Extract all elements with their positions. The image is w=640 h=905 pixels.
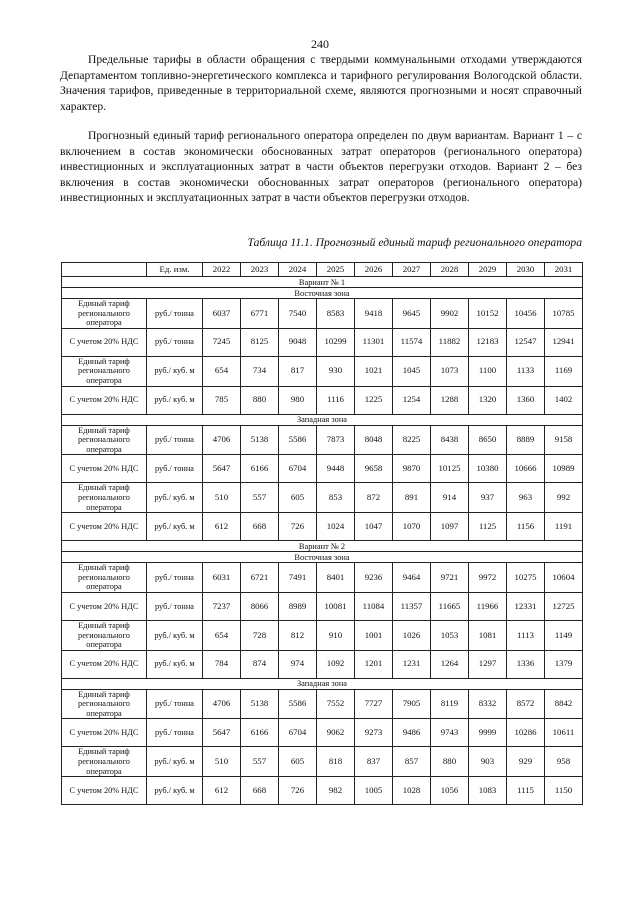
table-cell-value: 891 (393, 483, 431, 513)
table-cell-value: 605 (279, 747, 317, 777)
table-cell-value: 974 (279, 650, 317, 678)
table-section-row (62, 414, 583, 425)
table-cell-value: 1028 (393, 777, 431, 805)
section-title: Западная зона (62, 678, 583, 689)
table-cell-value: 734 (241, 356, 279, 386)
table-cell-value: 1001 (355, 620, 393, 650)
table-row (62, 747, 583, 777)
header-year: 2029 (469, 263, 507, 277)
header-year: 2025 (317, 263, 355, 277)
table-cell-value: 903 (469, 747, 507, 777)
table-cell-value: 11084 (355, 592, 393, 620)
table-row (62, 513, 583, 541)
table-cell-value: 10125 (431, 455, 469, 483)
table-cell-value: 5586 (279, 425, 317, 455)
row-label: С учетом 20% НДС (62, 650, 147, 678)
table-cell-value: 958 (545, 747, 583, 777)
table-cell-value: 5647 (203, 455, 241, 483)
table-cell-value: 930 (317, 356, 355, 386)
table-cell-value: 10380 (469, 455, 507, 483)
header-unit: Ед. изм. (147, 263, 203, 277)
row-label: С учетом 20% НДС (62, 455, 147, 483)
table-row (62, 719, 583, 747)
table-cell-value: 4706 (203, 425, 241, 455)
table-cell-value: 1297 (469, 650, 507, 678)
table-header-row (62, 263, 583, 277)
table-row (62, 777, 583, 805)
row-label: Единый тариф регионального оператора (62, 620, 147, 650)
section-title: Западная зона (62, 414, 583, 425)
table-cell-value: 9972 (469, 563, 507, 593)
row-unit: руб./ куб. м (147, 356, 203, 386)
table-cell-value: 10299 (317, 328, 355, 356)
table-cell-value: 1201 (355, 650, 393, 678)
table-cell-value: 1125 (469, 513, 507, 541)
section-title: Восточная зона (62, 288, 583, 299)
table-cell-value: 6166 (241, 719, 279, 747)
table-cell-value: 9658 (355, 455, 393, 483)
row-label: С учетом 20% НДС (62, 777, 147, 805)
table-cell-value: 1150 (545, 777, 583, 805)
tariff-table (61, 262, 583, 805)
table-cell-value: 12725 (545, 592, 583, 620)
table-cell-value: 937 (469, 483, 507, 513)
row-label: Единый тариф регионального оператора (62, 483, 147, 513)
table-cell-value: 7245 (203, 328, 241, 356)
table-cell-value: 726 (279, 513, 317, 541)
table-cell-value: 1264 (431, 650, 469, 678)
table-cell-value: 1021 (355, 356, 393, 386)
header-year: 2022 (203, 263, 241, 277)
table-cell-value: 6704 (279, 719, 317, 747)
row-unit: руб./ тонна (147, 299, 203, 329)
table-cell-value: 4706 (203, 689, 241, 719)
row-label: С учетом 20% НДС (62, 592, 147, 620)
table-cell-value: 8225 (393, 425, 431, 455)
table-cell-value: 8650 (469, 425, 507, 455)
table-cell-value: 1191 (545, 513, 583, 541)
table-cell-value: 726 (279, 777, 317, 805)
table-cell-value: 1225 (355, 386, 393, 414)
table-cell-value: 8401 (317, 563, 355, 593)
row-unit: руб./ куб. м (147, 747, 203, 777)
table-cell-value: 7873 (317, 425, 355, 455)
table-cell-value: 6704 (279, 455, 317, 483)
paragraph-tariff-approval: Предельные тарифы в области обращения с твердыми коммунальными отходами утверждаются Департаментом топливно-энергетического комплекса и тарифного регулирования Вологодской области. Значения тарифов, приведенные в территориальной схеме, являются прогнозными и носят справочный характер. (60, 53, 582, 113)
table-cell-value: 784 (203, 650, 241, 678)
table-cell-value: 1113 (507, 620, 545, 650)
row-unit: руб./ куб. м (147, 650, 203, 678)
table-cell-value: 9048 (279, 328, 317, 356)
header-year: 2023 (241, 263, 279, 277)
table-cell-value: 1116 (317, 386, 355, 414)
table-cell-value: 7905 (393, 689, 431, 719)
table-cell-value: 1092 (317, 650, 355, 678)
row-unit: руб./ тонна (147, 719, 203, 747)
table-body (62, 277, 583, 805)
table-cell-value: 7540 (279, 299, 317, 329)
table-cell-value: 9999 (469, 719, 507, 747)
table-cell-value: 1231 (393, 650, 431, 678)
row-label: Единый тариф регионального оператора (62, 689, 147, 719)
section-title: Вариант № 2 (62, 541, 583, 552)
header-cell-blank (62, 263, 147, 277)
table-cell-value: 910 (317, 620, 355, 650)
table-cell-value: 6166 (241, 455, 279, 483)
table-cell-value: 9464 (393, 563, 431, 593)
row-unit: руб./ тонна (147, 328, 203, 356)
table-cell-value: 10275 (507, 563, 545, 593)
table-cell-value: 11665 (431, 592, 469, 620)
table-cell-value: 837 (355, 747, 393, 777)
table-cell-value: 8119 (431, 689, 469, 719)
table-cell-value: 11301 (355, 328, 393, 356)
table-cell-value: 10666 (507, 455, 545, 483)
header-year: 2027 (393, 263, 431, 277)
table-row (62, 650, 583, 678)
table-cell-value: 817 (279, 356, 317, 386)
table-cell-value: 557 (241, 747, 279, 777)
table-cell-value: 874 (241, 650, 279, 678)
table-cell-value: 1024 (317, 513, 355, 541)
table-cell-value: 11882 (431, 328, 469, 356)
table-cell-value: 914 (431, 483, 469, 513)
table-cell-value: 7491 (279, 563, 317, 593)
table-cell-value: 1081 (469, 620, 507, 650)
table-cell-value: 1073 (431, 356, 469, 386)
row-label: Единый тариф регионального оператора (62, 747, 147, 777)
table-cell-value: 1097 (431, 513, 469, 541)
table-cell-value: 8066 (241, 592, 279, 620)
row-unit: руб./ куб. м (147, 513, 203, 541)
table-row (62, 592, 583, 620)
table-cell-value: 10152 (469, 299, 507, 329)
table-row (62, 620, 583, 650)
table-cell-value: 9448 (317, 455, 355, 483)
row-label: С учетом 20% НДС (62, 328, 147, 356)
table-cell-value: 8438 (431, 425, 469, 455)
table-cell-value: 8048 (355, 425, 393, 455)
table-cell-value: 853 (317, 483, 355, 513)
table-cell-value: 1254 (393, 386, 431, 414)
table-cell-value: 12183 (469, 328, 507, 356)
header-year: 2031 (545, 263, 583, 277)
table-cell-value: 1133 (507, 356, 545, 386)
row-label: Единый тариф регионального оператора (62, 299, 147, 329)
table-cell-value: 880 (241, 386, 279, 414)
table-cell-value: 11574 (393, 328, 431, 356)
table-cell-value: 1045 (393, 356, 431, 386)
table-cell-value: 980 (279, 386, 317, 414)
table-cell-value: 9721 (431, 563, 469, 593)
table-cell-value: 1047 (355, 513, 393, 541)
table-cell-value: 9062 (317, 719, 355, 747)
row-unit: руб./ куб. м (147, 777, 203, 805)
table-cell-value: 5647 (203, 719, 241, 747)
table-cell-value: 10604 (545, 563, 583, 593)
table-cell-value: 5138 (241, 425, 279, 455)
table-row (62, 689, 583, 719)
row-unit: руб./ тонна (147, 689, 203, 719)
row-label: Единый тариф регионального оператора (62, 563, 147, 593)
table-cell-value: 7552 (317, 689, 355, 719)
table-section-row (62, 541, 583, 552)
table-cell-value: 992 (545, 483, 583, 513)
table-cell-value: 1115 (507, 777, 545, 805)
table-cell-value: 5586 (279, 689, 317, 719)
table-cell-value: 10611 (545, 719, 583, 747)
table-cell-value: 1288 (431, 386, 469, 414)
header-year: 2026 (355, 263, 393, 277)
table-cell-value: 5138 (241, 689, 279, 719)
table-cell-value: 7237 (203, 592, 241, 620)
row-label: С учетом 20% НДС (62, 386, 147, 414)
table-cell-value: 1083 (469, 777, 507, 805)
table-cell-value: 9743 (431, 719, 469, 747)
table-cell-value: 929 (507, 747, 545, 777)
table-cell-value: 1056 (431, 777, 469, 805)
table-cell-value: 8572 (507, 689, 545, 719)
table-cell-value: 1026 (393, 620, 431, 650)
table-row (62, 299, 583, 329)
table-row (62, 356, 583, 386)
table-cell-value: 1005 (355, 777, 393, 805)
table-cell-value: 1100 (469, 356, 507, 386)
table-row (62, 328, 583, 356)
table-cell-value: 785 (203, 386, 241, 414)
table-section-row (62, 678, 583, 689)
table-section-row (62, 552, 583, 563)
table-cell-value: 654 (203, 356, 241, 386)
table-cell-value: 9902 (431, 299, 469, 329)
row-unit: руб./ куб. м (147, 386, 203, 414)
table-cell-value: 510 (203, 483, 241, 513)
table-cell-value: 1169 (545, 356, 583, 386)
table-cell-value: 857 (393, 747, 431, 777)
table-cell-value: 1149 (545, 620, 583, 650)
table-cell-value: 8583 (317, 299, 355, 329)
table-cell-value: 1379 (545, 650, 583, 678)
table-cell-value: 1336 (507, 650, 545, 678)
table-cell-value: 1360 (507, 386, 545, 414)
table-cell-value: 1320 (469, 386, 507, 414)
section-title: Вариант № 1 (62, 277, 583, 288)
table-row (62, 563, 583, 593)
table-cell-value: 872 (355, 483, 393, 513)
table-cell-value: 605 (279, 483, 317, 513)
table-section-row (62, 277, 583, 288)
table-cell-value: 12331 (507, 592, 545, 620)
table-cell-value: 11966 (469, 592, 507, 620)
row-unit: руб./ куб. м (147, 620, 203, 650)
section-title: Восточная зона (62, 552, 583, 563)
table-cell-value: 10989 (545, 455, 583, 483)
table-cell-value: 1053 (431, 620, 469, 650)
table-section-row (62, 288, 583, 299)
table-cell-value: 6037 (203, 299, 241, 329)
table-cell-value: 9870 (393, 455, 431, 483)
row-label: Единый тариф регионального оператора (62, 356, 147, 386)
row-unit: руб./ тонна (147, 592, 203, 620)
table-cell-value: 10081 (317, 592, 355, 620)
table-cell-value: 7727 (355, 689, 393, 719)
table-cell-value: 654 (203, 620, 241, 650)
table-cell-value: 8889 (507, 425, 545, 455)
table-cell-value: 8125 (241, 328, 279, 356)
table-cell-value: 12941 (545, 328, 583, 356)
row-unit: руб./ тонна (147, 563, 203, 593)
table-cell-value: 557 (241, 483, 279, 513)
table-cell-value: 612 (203, 777, 241, 805)
table-cell-value: 6771 (241, 299, 279, 329)
table-cell-value: 9645 (393, 299, 431, 329)
table-cell-value: 668 (241, 777, 279, 805)
table-cell-value: 9236 (355, 563, 393, 593)
table-cell-value: 11357 (393, 592, 431, 620)
table-cell-value: 9418 (355, 299, 393, 329)
page-number: 240 (311, 37, 329, 51)
row-label: Единый тариф регионального оператора (62, 425, 147, 455)
table-row (62, 483, 583, 513)
table-row (62, 425, 583, 455)
header-year: 2024 (279, 263, 317, 277)
table-cell-value: 8989 (279, 592, 317, 620)
table-cell-value: 10456 (507, 299, 545, 329)
table-cell-value: 9486 (393, 719, 431, 747)
table-cell-value: 9273 (355, 719, 393, 747)
table-cell-value: 668 (241, 513, 279, 541)
table-cell-value: 612 (203, 513, 241, 541)
table-cell-value: 6031 (203, 563, 241, 593)
table-cell-value: 1156 (507, 513, 545, 541)
header-year: 2030 (507, 263, 545, 277)
table-cell-value: 1070 (393, 513, 431, 541)
row-label: С учетом 20% НДС (62, 513, 147, 541)
table-row (62, 455, 583, 483)
table-row (62, 386, 583, 414)
table-cell-value: 880 (431, 747, 469, 777)
table-cell-value: 10785 (545, 299, 583, 329)
paragraph-tariff-variants: Прогнозный единый тариф регионального оператора определен по двум вариантам. Вариант 1 – с включением в состав экономически обоснованных затрат операторов (регионального оператора) инвестиционных и эксплуатационных затрат в части объектов перегрузки отходов. Вариант 2 – без включения в состав экономически обоснованных затрат операторов (регионального оператора) инвестиционных и эксплуатационных затрат в части объектов перегрузки отходов. (60, 129, 582, 205)
table-cell-value: 8332 (469, 689, 507, 719)
row-unit: руб./ тонна (147, 455, 203, 483)
table-caption: Таблица 11.1. Прогнозный единый тариф регионального оператора (247, 236, 582, 249)
table-cell-value: 12547 (507, 328, 545, 356)
header-year: 2028 (431, 263, 469, 277)
table-cell-value: 728 (241, 620, 279, 650)
table-cell-value: 6721 (241, 563, 279, 593)
table-cell-value: 8842 (545, 689, 583, 719)
table-cell-value: 510 (203, 747, 241, 777)
table-cell-value: 812 (279, 620, 317, 650)
table-cell-value: 9158 (545, 425, 583, 455)
table-cell-value: 10286 (507, 719, 545, 747)
row-label: С учетом 20% НДС (62, 719, 147, 747)
table-cell-value: 818 (317, 747, 355, 777)
row-unit: руб./ куб. м (147, 483, 203, 513)
table-cell-value: 1402 (545, 386, 583, 414)
row-unit: руб./ тонна (147, 425, 203, 455)
table-cell-value: 982 (317, 777, 355, 805)
table-cell-value: 963 (507, 483, 545, 513)
